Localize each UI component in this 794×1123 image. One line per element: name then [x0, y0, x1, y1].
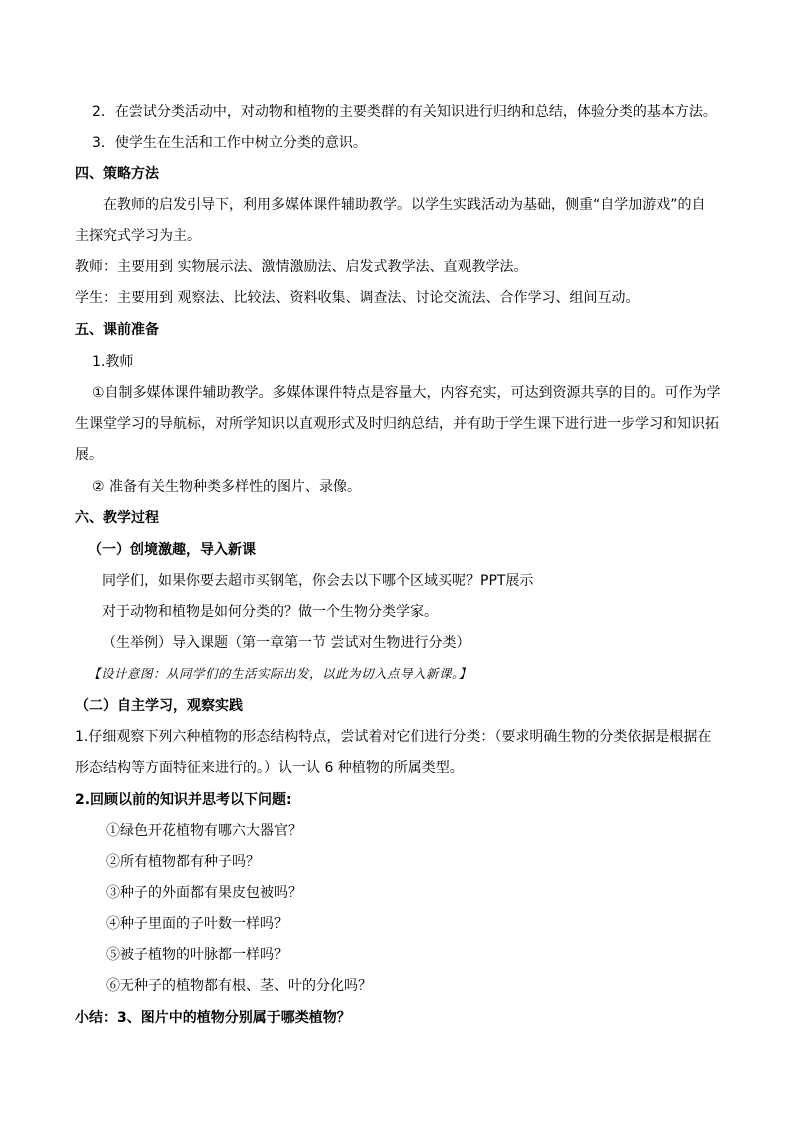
- question-4: ④种子里面的子叶数一样吗？: [106, 916, 288, 932]
- strategy-paragraph-line-1: 在教师的启发引导下，利用多媒体课件辅助教学。以学生实践活动为基础，侧重“自学加游戏”的自: [103, 197, 706, 213]
- section-6-heading: 六、教学过程: [75, 510, 159, 526]
- intro-line-1: 同学们，如果你要去超市买钢笔，你会去以下哪个区域买呢？PPT展示: [102, 573, 534, 589]
- prep-item-2: ② 准备有关生物种类多样性的图片、录像。: [92, 479, 361, 495]
- question-5: ⑤被子植物的叶脉都一样吗？: [106, 947, 288, 963]
- section-4-heading: 四、策略方法: [75, 166, 159, 182]
- task-1-line-2: 形态结构等方面特征来进行的。）认一认 6 种植物的所属类型。: [75, 760, 464, 776]
- task-1-line-1: 1.仔细观察下列六种植物的形态结构特点，尝试着对它们进行分类：（要求明确生物的分类依据是根据在: [75, 729, 712, 745]
- intro-line-3: （生举例）导入课题（第一章第一节 尝试对生物进行分类）: [102, 635, 471, 651]
- part-1-title: （一）创境激趣，导入新课: [88, 542, 256, 558]
- prep-teacher-label: 1.教师: [92, 354, 134, 370]
- summary-heading: 小结：3、图片中的植物分别属于哪类植物？: [75, 1010, 351, 1026]
- strategy-paragraph-line-2: 主探究式学习为主。: [75, 228, 201, 244]
- intro-line-2: 对于动物和植物是如何分类的？做一个生物分类学家。: [102, 604, 438, 620]
- prep-item-1-line-1: ①自制多媒体课件辅助教学。多媒体课件特点是容量大，内容充实，可达到资源共享的目的。可作为学: [92, 385, 721, 401]
- goal-2-text: 2．在尝试分类活动中，对动物和植物的主要类群的有关知识进行归纳和总结，体验分类的基本方法。: [92, 104, 717, 120]
- part-2-title: （二）自主学习，观察实践: [75, 698, 243, 714]
- design-intent-note: 【设计意图：从同学们的生活实际出发，以此为切入点导入新课。】: [88, 666, 472, 681]
- goal-3-text: 3．使学生在生活和工作中树立分类的意识。: [92, 135, 367, 151]
- prep-item-1-line-3: 展。: [75, 447, 103, 463]
- teacher-methods-text: 教师：主要用到 实物展示法、激情激励法、启发式教学法、直观教学法。: [75, 259, 528, 275]
- task-2-heading: 2.回顾以前的知识并思考以下问题:: [75, 792, 292, 808]
- prep-item-1-line-2: 生课堂学习的导航标，对所学知识以直观形式及时归纳总结，并有助于学生课下进行进一步学习和知识拓: [75, 416, 719, 432]
- question-3: ③种子的外面都有果皮包被吗？: [106, 885, 302, 901]
- section-5-heading: 五、课前准备: [75, 322, 159, 338]
- student-methods-text: 学生：主要用到 观察法、比较法、资料收集、调查法、讨论交流法、合作学习、组间互动。: [75, 290, 640, 306]
- question-6: ⑥无种子的植物都有根、茎、叶的分化吗？: [106, 978, 372, 994]
- question-2: ②所有植物都有种子吗？: [106, 854, 260, 870]
- question-1: ①绿色开花植物有哪六大器官？: [106, 823, 302, 839]
